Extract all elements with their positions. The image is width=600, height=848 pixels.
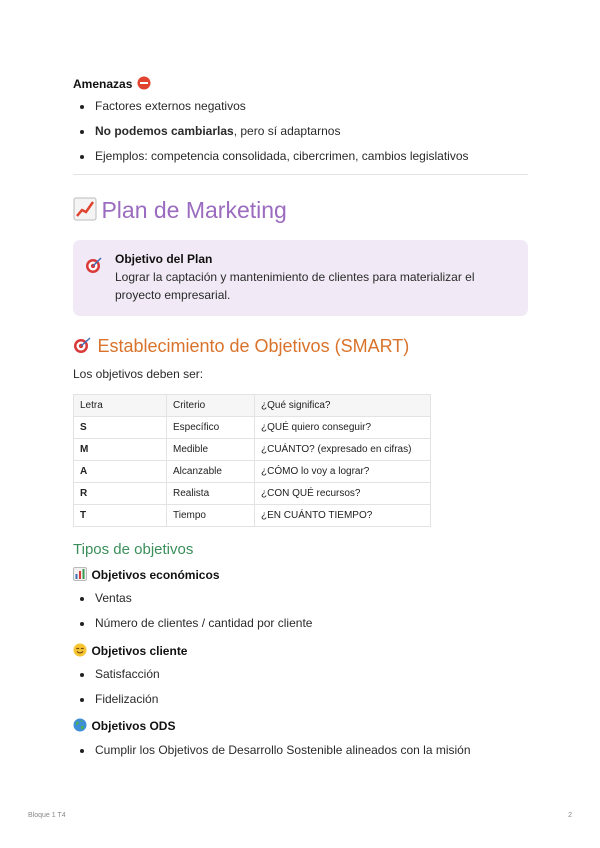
table-cell: ¿CÓMO lo voy a lograr?: [255, 461, 431, 483]
table-cell: Tiempo: [167, 505, 255, 527]
bar-chart-icon: [73, 567, 87, 586]
threats-title: Amenazas: [73, 77, 133, 91]
table-cell: ¿CON QUÉ recursos?: [255, 483, 431, 505]
smart-intro: Los objetivos deben ser:: [73, 367, 204, 381]
globe-icon: [73, 718, 87, 737]
types-title: Tipos de objetivos: [73, 541, 194, 558]
footer-left: Bloque 1 T4: [28, 812, 66, 819]
column-header: ¿Qué significa?: [255, 395, 431, 417]
table-cell: T: [74, 505, 167, 527]
table-row: [74, 483, 431, 505]
divider: [73, 174, 528, 175]
ods-title: Objetivos ODS: [91, 719, 176, 733]
list-item: Cumplir los Objetivos de Desarrollo Sostenible alineados con la misión: [73, 743, 528, 768]
marketing-heading: [73, 197, 287, 226]
client-list: [73, 667, 528, 717]
page-number: 2: [568, 812, 572, 819]
smart-heading: [73, 336, 409, 359]
column-header: Criterio: [167, 395, 255, 417]
list-item: Satisfacción: [73, 667, 528, 692]
table-row: [74, 439, 431, 461]
callout-title: Objetivo del Plan: [115, 252, 213, 266]
threats-heading: [73, 75, 151, 95]
callout-body: Lograr la captación y mantenimiento de clientes para materializar el proyecto empresarial.: [115, 270, 475, 302]
table-row: [74, 505, 431, 527]
list-item: No podemos cambiarlas, pero sí adaptarnos: [73, 124, 528, 149]
list-item: Número de clientes / cantidad por cliente: [73, 616, 528, 641]
table-cell: ¿CUÁNTO? (expresado en cifras): [255, 439, 431, 461]
target-dart-icon: [85, 256, 103, 279]
list-item: Factores externos negativos: [73, 99, 528, 124]
list-item: Fidelización: [73, 692, 528, 717]
table-cell: ¿EN CUÁNTO TIEMPO?: [255, 505, 431, 527]
ods-heading: [73, 717, 175, 737]
client-title: Objetivos cliente: [91, 644, 188, 658]
threats-list: [73, 99, 528, 174]
economic-heading: [73, 566, 220, 586]
list-item: Ejemplos: competencia consolidada, cibercrimen, cambios legislativos: [73, 149, 528, 174]
table-cell: ¿QUÉ quiero conseguir?: [255, 417, 431, 439]
table-cell: R: [74, 483, 167, 505]
table-cell: S: [74, 417, 167, 439]
marketing-title: Plan de Marketing: [101, 197, 287, 223]
table-row: [74, 461, 431, 483]
table-cell: Medible: [167, 439, 255, 461]
smart-table: [73, 394, 431, 527]
column-header: Letra: [74, 395, 167, 417]
table-cell: M: [74, 439, 167, 461]
objective-callout: [73, 240, 528, 316]
smiling-face-icon: [73, 643, 87, 662]
table-row: [74, 417, 431, 439]
target-dart-icon: [73, 336, 93, 359]
table-header-row: [74, 395, 431, 417]
table-cell: A: [74, 461, 167, 483]
client-heading: [73, 642, 187, 662]
table-cell: Realista: [167, 483, 255, 505]
economic-list: [73, 591, 528, 641]
chart-increasing-icon: [73, 197, 97, 226]
economic-title: Objetivos económicos: [91, 568, 220, 582]
table-cell: Alcanzable: [167, 461, 255, 483]
smart-title: Establecimiento de Objetivos (SMART): [97, 336, 410, 356]
stop-sign-icon: [137, 76, 151, 95]
table-cell: Específico: [167, 417, 255, 439]
ods-list: [73, 743, 528, 768]
list-item: Ventas: [73, 591, 528, 616]
